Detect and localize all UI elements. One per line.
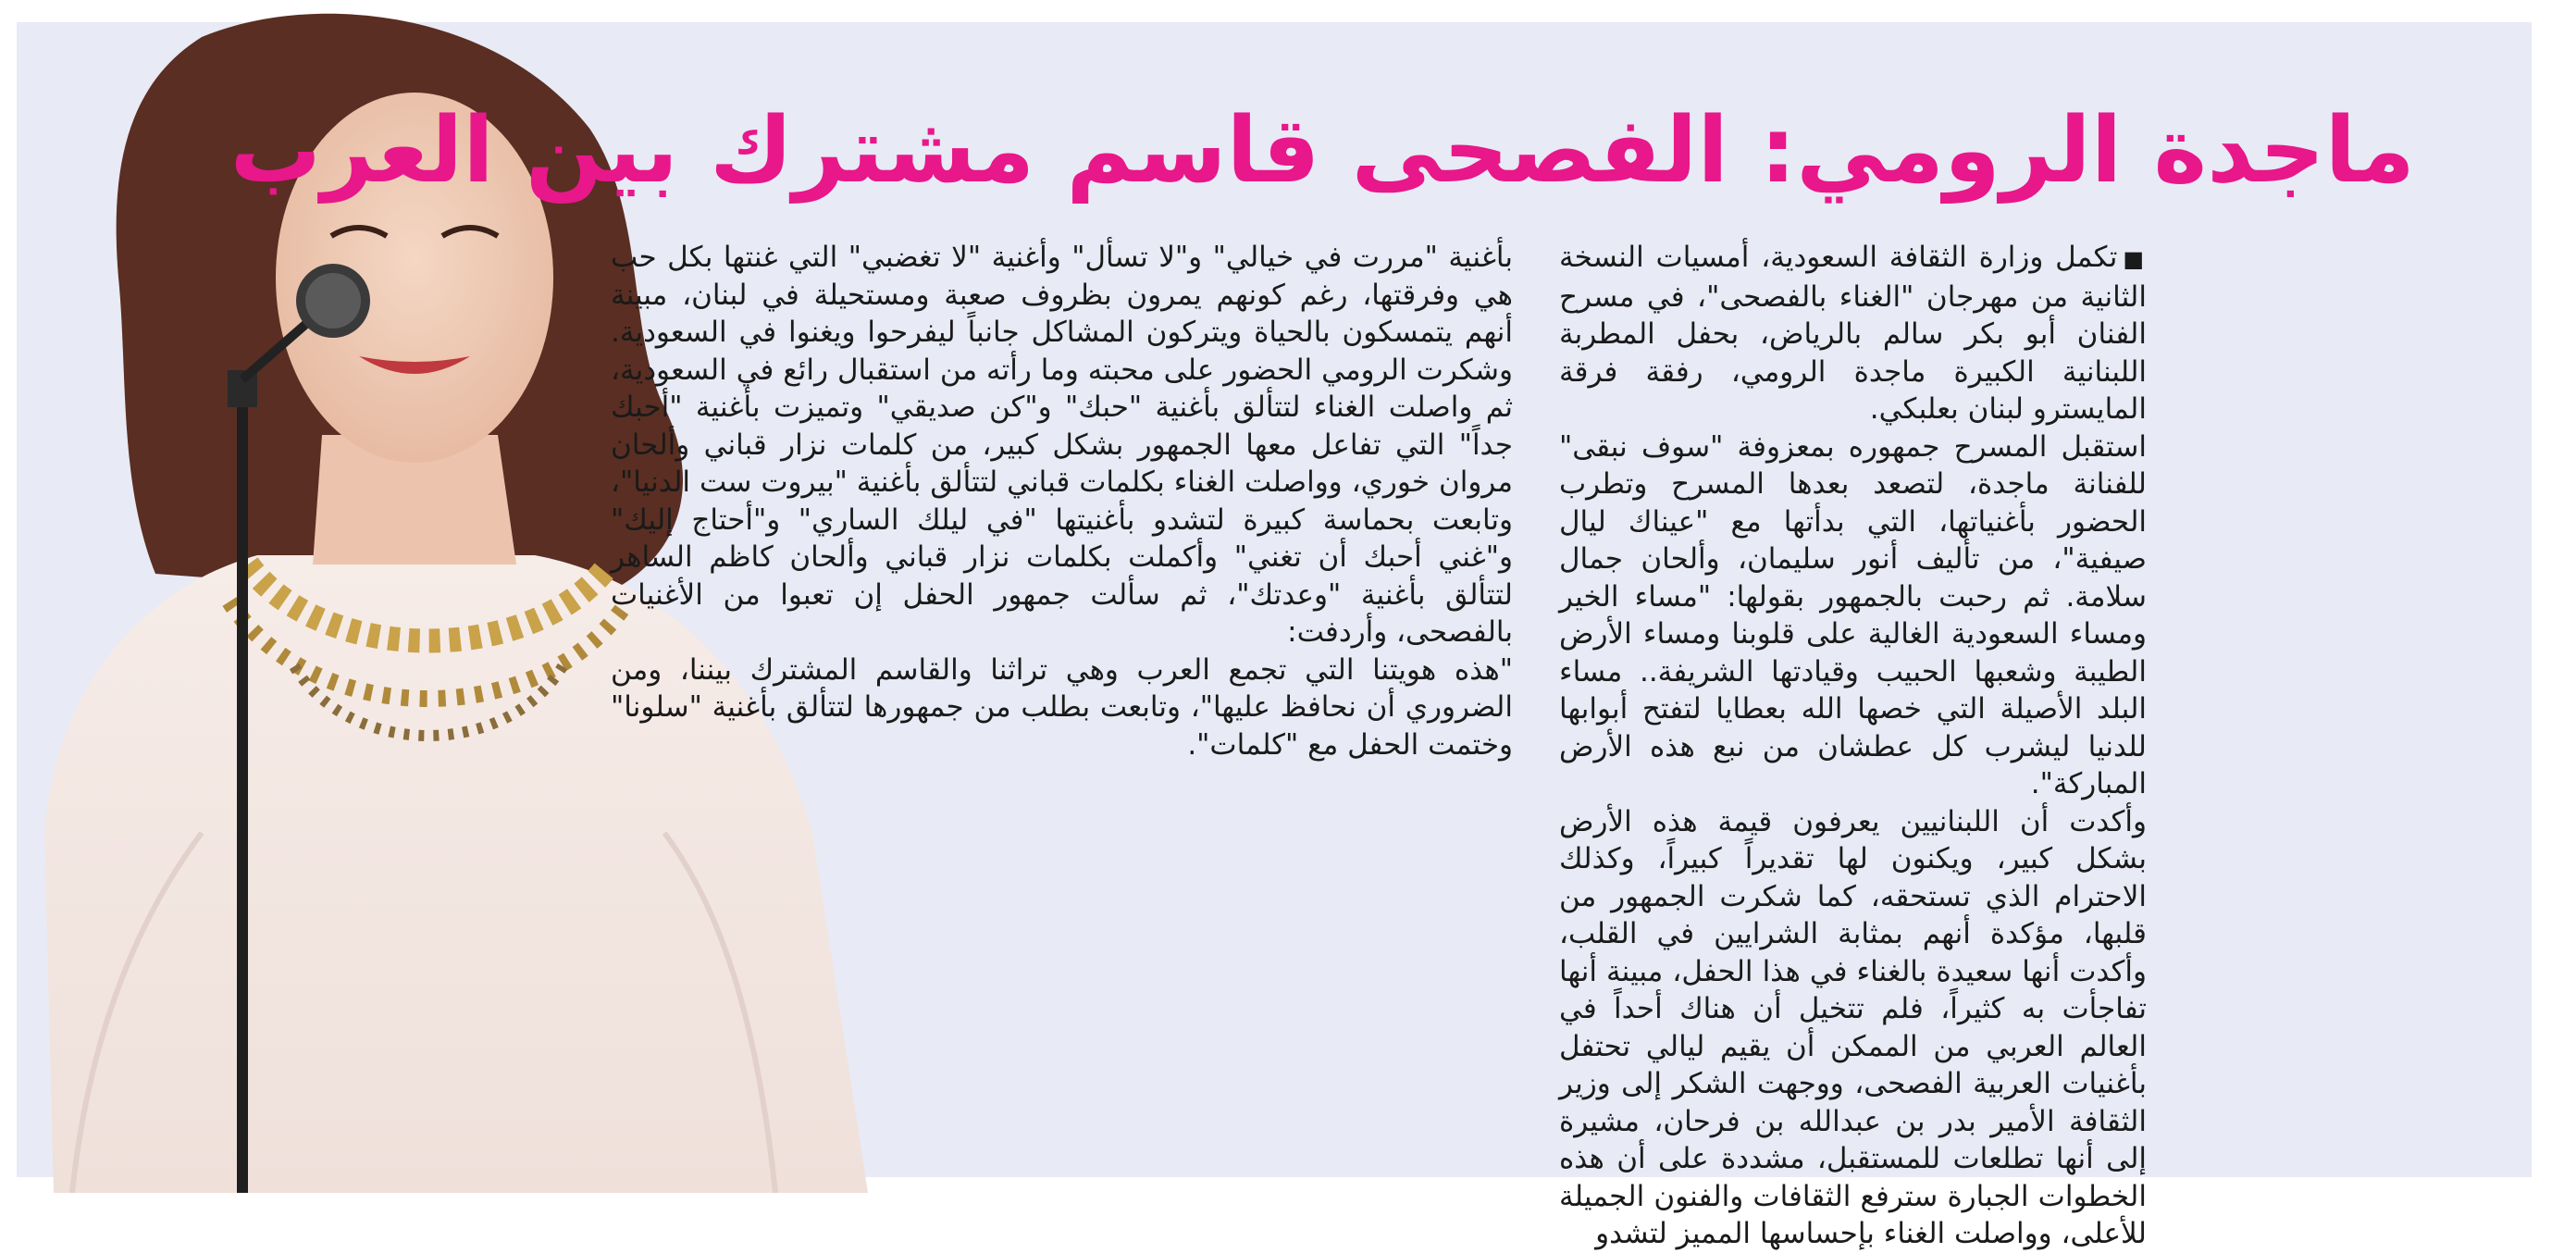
- paragraph: وأكدت أن اللبنانيين يعرفون قيمة هذه الأرض بشكل كبير، ويكنون لها تقديراً كبيراً، وكذلك الاحترام الذي تستحقه، كما شكرت الجمهور من قلبها، مؤكدة أنهم بمثابة الشرايين في القلب، وأكدت أنها سعيدة بالغناء في هذا الحفل، مبينة أنها تفاجأت به كثيراً، فلم تتخيل أن هناك أحداً في العالم العربي من الممكن أن يقيم ليالي تحتفل بأغنيات العربية الفصحى، ووجهت الشكر إلى وزير الثقافة الأمير بدر بن عبدالله بن فرحان، مشيرة إلى أنها تطلعات للمستقبل، مشددة على أن هذه الخطوات الجبارة سترفع الثقافات والفنون الجميلة للأعلى، وواصلت الغناء بإحساسها المميز لتشدو: [1559, 804, 2147, 1250]
- article-column-left: [611, 239, 1513, 763]
- paragraph: بأغنية "مررت في خيالي" و"لا تسأل" وأغنية "لا تغضبي" التي غنتها بكل حب هي وفرقتها، رغم كونهم يمرون بظروف صعبة ومستحيلة في لبنان، مبينة أنهم يتمسكون بالحياة ويتركون المشاكل جانباً ليفرحوا ويغنوا في السعودية. وشكرت الرومي الحضور على محبته وما رأته من استقبال رائع في السعودية، ثم واصلت الغناء لتتألق بأغنية "حبك" و"كن صديقي" وتميزت بأغنية "أحبك جداً" التي تفاعل معها الجمهور بشكل كبير، من كلمات نزار قباني وألحان مروان خوري، وواصلت الغناء بكلمات قباني لتتألق بأغنية "بيروت ست الدنيا"، وتابعت بحماسة كبيرة لتشدو بأغنيتها "في ليلك الساري" و"أحتاج إليك" و"غني أحبك أن تغني" وأكملت بكلمات نزار قباني وألحان كاظم الساهر لتتألق بأغنية "وعدتك"، ثم سألت جمهور الحفل إن تعبوا من الأغنيات بالفصحى، وأردفت:: [611, 241, 1513, 649]
- paragraph-marker-icon: ■: [2123, 246, 2147, 272]
- paragraph: [1559, 239, 2147, 428]
- article-headline: ماجدة الرومي: الفصحى قاسم مشترك بين العرب: [229, 98, 2415, 204]
- paragraph: "هذه هويتنا التي تجمع العرب وهي تراثنا والقاسم المشترك بيننا، ومن الضروري أن نحافظ عليها"، وتابعت بطلب من جمهورها لتتألق بأغنية "سلونا" وختمت الحفل مع "كلمات".: [611, 652, 1513, 762]
- paragraph-text: تكمل وزارة الثقافة السعودية، أمسيات النسخة الثانية من مهرجان "الغناء بالفصحى"، في مسرح الفنان أبو بكر سالم بالرياض، بحفل المطربة اللبنانية الكبيرة ماجدة الرومي، رفقة فرقة المايسترو لبنان بعلبكي.: [1559, 241, 2147, 426]
- article-column-right: [1559, 239, 2147, 1253]
- paragraph: استقبل المسرح جمهوره بمعزوفة "سوف نبقى" للفنانة ماجدة، لتصعد بعدها المسرح وتطرب الحضور بأغنياتها، التي بدأتها مع "عيناك ليال صيفية"، من تأليف أنور سليمان، وألحان جمال سلامة. ثم رحبت بالجمهور بقولها: "مساء الخير ومساء السعودية الغالية على قلوبنا ومساء الأرض الطيبة وشعبها الحبيب وقيادتها الشريفة.. مساء البلد الأصيلة التي خصها الله بعطايا لتفتح أبوابها للدنيا ليشرب كل عطشان من نبع هذه الأرض المباركة".: [1559, 429, 2147, 800]
